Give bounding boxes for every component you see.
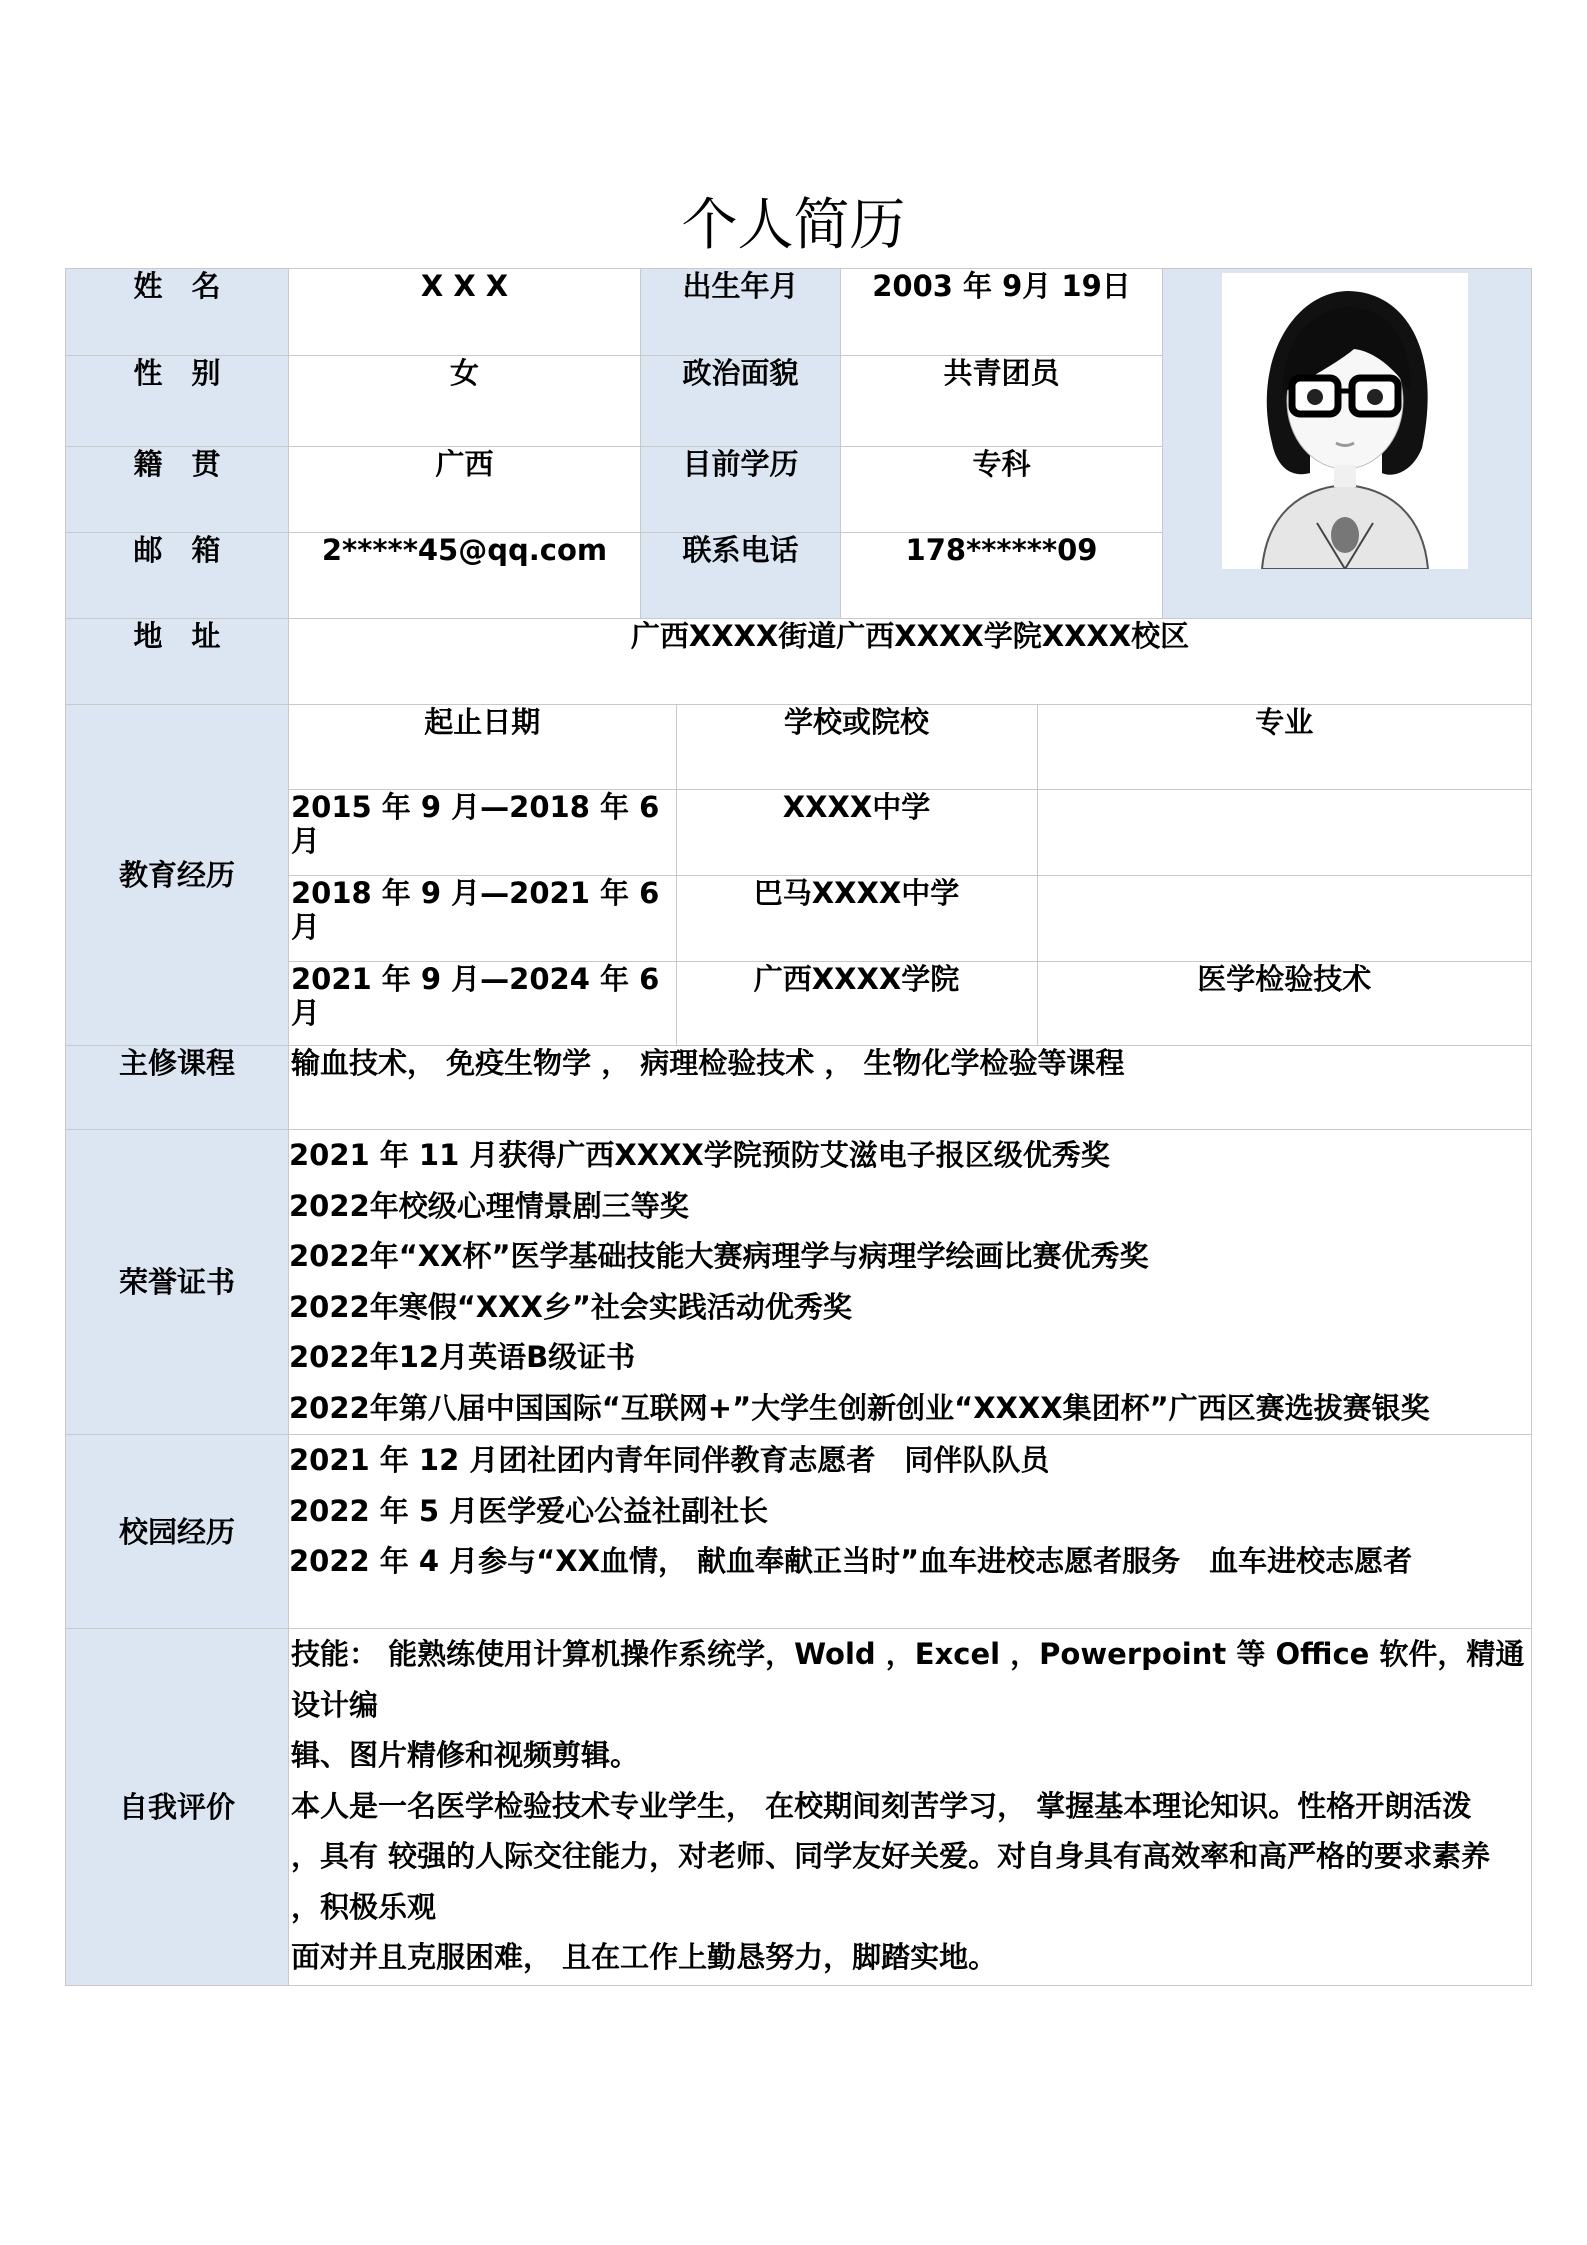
address-value: 广西XXXX街道广西XXXX学院XXXX校区	[289, 619, 1532, 705]
origin-value: 广西	[289, 447, 641, 533]
campus-list	[289, 1435, 1532, 1629]
avatar-illustration-icon	[1222, 273, 1468, 569]
education-dates: 2021 年 9 月—2024 年 6 月	[289, 961, 676, 1045]
education-school: XXXX中学	[676, 789, 1037, 875]
name-label: 姓 名	[66, 269, 289, 356]
evaluation-line: 面对并且克服困难， 且在工作上勤恳努力，脚踏实地。	[291, 1940, 998, 1974]
avatar	[1222, 273, 1468, 569]
education-header-school: 学校或院校	[676, 705, 1037, 789]
table-row	[289, 789, 1531, 875]
birth-value: 2003 年 9月 19日	[841, 269, 1163, 356]
honors-label: 荣誉证书	[66, 1130, 289, 1435]
education-section	[289, 705, 1532, 1046]
education-major	[1037, 789, 1531, 875]
evaluation-line: 设计编	[291, 1687, 379, 1722]
evaluation-text	[289, 1629, 1532, 1986]
education-school: 广西XXXX学院	[676, 961, 1037, 1045]
campus-label: 校园经历	[66, 1435, 289, 1629]
gender-label: 性 别	[66, 356, 289, 447]
list-item: 2022年12月英语B级证书	[289, 1340, 636, 1374]
email-label: 邮 箱	[66, 533, 289, 619]
photo-cell	[1163, 269, 1532, 619]
table-row	[289, 875, 1531, 961]
resume-table	[65, 268, 1532, 1986]
education-major: 医学检验技术	[1037, 961, 1531, 1045]
politics-value: 共青团员	[841, 356, 1163, 447]
education-school: 巴马XXXX中学	[676, 875, 1037, 961]
list-item: 2022 年 4 月参与“XX血情， 献血奉献正当时”血车进校志愿者服务 血车进校志愿者	[289, 1544, 1413, 1578]
list-item: 2021 年 12 月团社团内青年同伴教育志愿者 同伴队队员	[289, 1443, 1050, 1477]
list-item: 2021 年 11 月获得广西XXXX学院预防艾滋电子报区级优秀奖	[289, 1138, 1110, 1172]
phone-value: 178******09	[841, 533, 1163, 619]
honors-list	[289, 1130, 1532, 1435]
degree-label: 目前学历	[641, 447, 841, 533]
evaluation-line: 辑、图片精修和视频剪辑。	[291, 1738, 640, 1772]
list-item: 2022年第八届中国国际“互联网+”大学生创新创业“XXXX集团杯”广西区赛选拔赛银奖	[289, 1390, 1430, 1425]
evaluation-line: ，具有 较强的人际交往能力，对老师、同学友好关爱。对自身具有高效率和高严格的要求素养	[291, 1839, 1491, 1873]
evaluation-label: 自我评价	[66, 1629, 289, 1986]
education-dates: 2018 年 9 月—2021 年 6 月	[289, 875, 676, 961]
courses-label: 主修课程	[66, 1046, 289, 1130]
education-major	[1037, 875, 1531, 961]
phone-label: 联系电话	[641, 533, 841, 619]
education-header-major: 专业	[1037, 705, 1531, 789]
politics-label: 政治面貌	[641, 356, 841, 447]
list-item: 2022 年 5 月医学爱心公益社副社长	[289, 1493, 769, 1528]
email-value: 2*****45@qq.com	[289, 533, 641, 619]
page-title: 个人简历	[681, 193, 906, 258]
education-table	[289, 705, 1531, 1045]
table-row	[289, 961, 1531, 1045]
origin-label: 籍 贯	[66, 447, 289, 533]
gender-value: 女	[289, 356, 641, 447]
name-value: X X X	[289, 269, 641, 356]
birth-label: 出生年月	[641, 269, 841, 356]
education-label: 教育经历	[66, 705, 289, 1046]
courses-text: 输血技术， 免疫生物学 ， 病理检验技术 ， 生物化学检验等课程	[289, 1046, 1532, 1130]
list-item: 2022年寒假“XXX乡”社会实践活动优秀奖	[289, 1289, 852, 1324]
education-header-dates: 起止日期	[289, 705, 676, 789]
address-label: 地 址	[66, 619, 289, 705]
education-dates: 2015 年 9 月—2018 年 6 月	[289, 789, 676, 875]
list-item: 2022年“XX杯”医学基础技能大赛病理学与病理学绘画比赛优秀奖	[289, 1239, 1149, 1273]
degree-value: 专科	[841, 447, 1163, 533]
evaluation-line: ，积极乐观	[291, 1889, 437, 1924]
evaluation-line: 本人是一名医学检验技术专业学生， 在校期间刻苦学习， 掌握基本理论知识。性格开朗活泼	[291, 1788, 1472, 1823]
evaluation-line: 技能： 能熟练使用计算机操作系统学，Wold ，Excel ，Powerpoint 等 Office 软件，精通	[291, 1637, 1525, 1671]
list-item: 2022年校级心理情景剧三等奖	[289, 1188, 689, 1223]
